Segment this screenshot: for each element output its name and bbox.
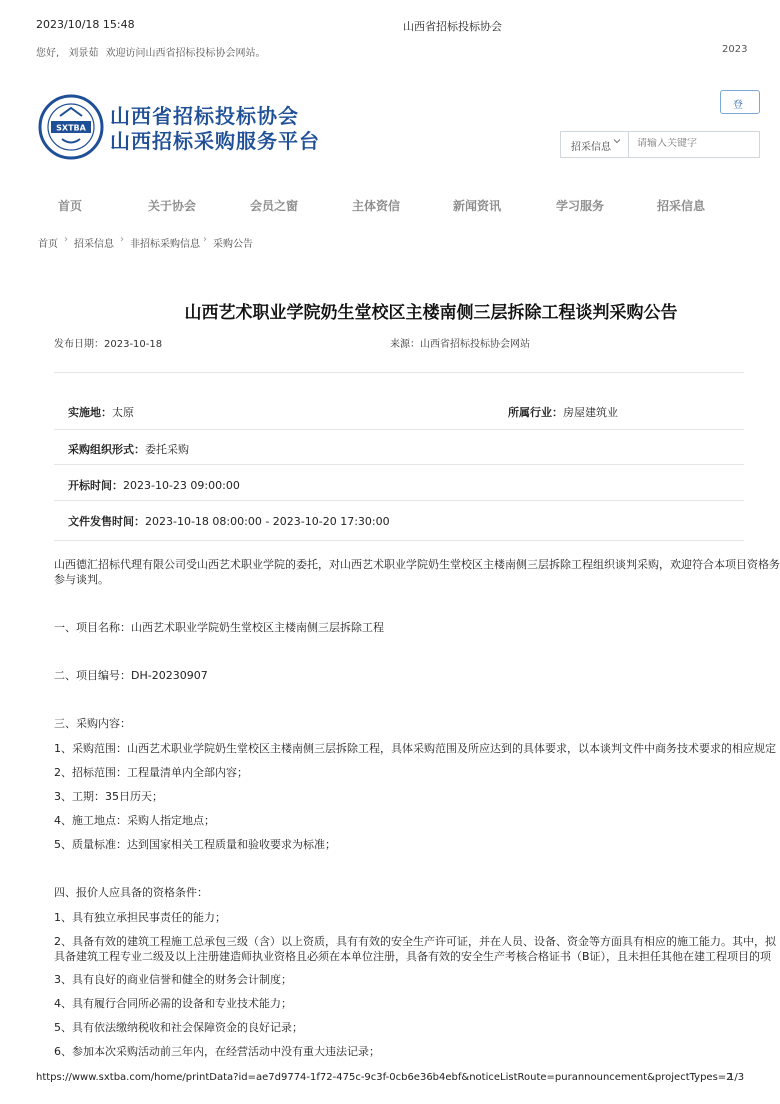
intro-line-1: 山西德汇招标代理有限公司受山西艺术职业学院的委托，对山西艺术职业学院奶生堂校区主楼南侧三层拆除工程组织谈判采购，欢迎符合本项目资格务 <box>54 558 780 571</box>
breadcrumb-home[interactable]: 首页 <box>38 239 58 250</box>
search-bar <box>560 131 760 158</box>
breadcrumb-procurement[interactable]: 招采信息 <box>74 239 114 250</box>
intro-line-2: 参与谈判。 <box>54 573 109 586</box>
nav-home[interactable]: 首页 <box>58 199 83 213</box>
nav-procurement[interactable]: 招采信息 <box>657 199 706 213</box>
divider <box>54 500 744 501</box>
logo-title-line2: 山西招标采购服务平台 <box>110 129 320 153</box>
content-item-5: 5、质量标准：达到国家相关工程质量和验收要求为标准； <box>54 838 336 851</box>
welcome-text: 欢迎访问山西省招标投标协会网站。 <box>105 48 266 59</box>
info-location: 实施地：太原 <box>68 406 134 419</box>
section-content-heading: 三、采购内容： <box>54 717 131 730</box>
nav-news[interactable]: 新闻资讯 <box>453 199 502 213</box>
topbar-right-text: 2023 <box>722 44 748 55</box>
qualification-item-3: 3、具有良好的商业信誉和健全的财务会计制度； <box>54 973 292 986</box>
search-input[interactable] <box>637 138 747 149</box>
logo-abbr: SXTBA <box>56 123 86 133</box>
page-title: 山西艺术职业学院奶生堂校区主楼南侧三层拆除工程谈判采购公告 <box>184 303 678 323</box>
info-doc-time: 文件发售时间：2023-10-18 08:00:00 - 2023-10-20 17:30:00 <box>68 515 390 528</box>
page-number: 1/3 <box>728 1072 745 1083</box>
qualification-item-2b: 具备建筑工程专业二级及以上注册建造师执业资格且必须在本单位注册，具备有效的安全生产考核合格证书（B证），且未担任其他在建工程项目的项 <box>54 950 772 963</box>
qualification-item-4: 4、具有履行合同所必需的设备和专业技术能力； <box>54 997 292 1010</box>
divider <box>54 464 744 465</box>
info-form: 采购组织形式：委托采购 <box>68 443 189 456</box>
breadcrumb-non-tender[interactable]: 非招标采购信息 <box>130 239 200 250</box>
print-site-title: 山西省招标投标协会 <box>403 20 502 33</box>
qualification-item-6: 6、参加本次采购活动前三年内，在经营活动中没有重大违法记录； <box>54 1045 380 1058</box>
print-datetime: 2023/10/18 15:48 <box>36 18 135 31</box>
content-item-4: 4、施工地点：采购人指定地点； <box>54 814 215 827</box>
nav-members[interactable]: 会员之窗 <box>250 199 299 213</box>
chevron-right-icon: › <box>64 234 68 245</box>
logo-title-line1: 山西省招标投标协会 <box>110 104 299 128</box>
divider <box>54 429 744 430</box>
login-button[interactable]: 登 <box>720 90 760 114</box>
association-logo-icon[interactable] <box>38 94 104 160</box>
info-industry: 所属行业：房屋建筑业 <box>508 406 618 419</box>
welcome-bar <box>36 44 266 59</box>
section-project-name: 一、项目名称：山西艺术职业学院奶生堂校区主楼南侧三层拆除工程 <box>54 621 384 634</box>
search-category-select[interactable] <box>561 132 629 157</box>
breadcrumb-current: 采购公告 <box>213 239 253 250</box>
print-url: https://www.sxtba.com/home/printData?id=ae7d9774-1f72-475c-9c3f-0cb6e36b4ebf&noticeListRoute=purannouncement&projectTypes=2 <box>36 1072 733 1083</box>
content-item-1: 1、采购范围：山西艺术职业学院奶生堂校区主楼南侧三层拆除工程，具体采购范围及所应达到的具体要求，以本谈判文件中商务技术要求的相应规定 <box>54 742 776 755</box>
qualification-item-1: 1、具有独立承担民事责任的能力； <box>54 911 226 924</box>
section-qualification-heading: 四、报价人应具备的资格条件： <box>54 886 208 899</box>
divider <box>54 540 744 541</box>
article-source: 来源：山西省招标投标协会网站 <box>390 339 530 350</box>
nav-credit[interactable]: 主体资信 <box>352 199 401 213</box>
greeting-text: 您好, <box>36 48 60 59</box>
user-name[interactable]: 刘景茹 <box>68 48 99 59</box>
qualification-item-5: 5、具有依法缴纳税收和社会保障资金的良好记录； <box>54 1021 303 1034</box>
content-item-3: 3、工期：35日历天； <box>54 790 163 803</box>
publish-date: 发布日期：2023-10-18 <box>54 339 163 350</box>
section-project-code: 二、项目编号：DH-20230907 <box>54 669 208 682</box>
search-category-label: 招采信息 <box>571 142 611 153</box>
info-open-time: 开标时间：2023-10-23 09:00:00 <box>68 479 240 492</box>
content-item-2: 2、招标范围：工程量清单内全部内容； <box>54 766 248 779</box>
chevron-down-icon <box>613 137 621 148</box>
nav-learning[interactable]: 学习服务 <box>556 199 605 213</box>
qualification-item-2a: 2、具备有效的建筑工程施工总承包三级（含）以上资质，具有有效的安全生产许可证，并在人员、设备、资金等方面具有相应的施工能力。其中，拟 <box>54 935 776 948</box>
nav-about[interactable]: 关于协会 <box>148 199 197 213</box>
chevron-right-icon: › <box>203 234 207 245</box>
divider <box>54 372 744 373</box>
chevron-right-icon: › <box>120 234 124 245</box>
